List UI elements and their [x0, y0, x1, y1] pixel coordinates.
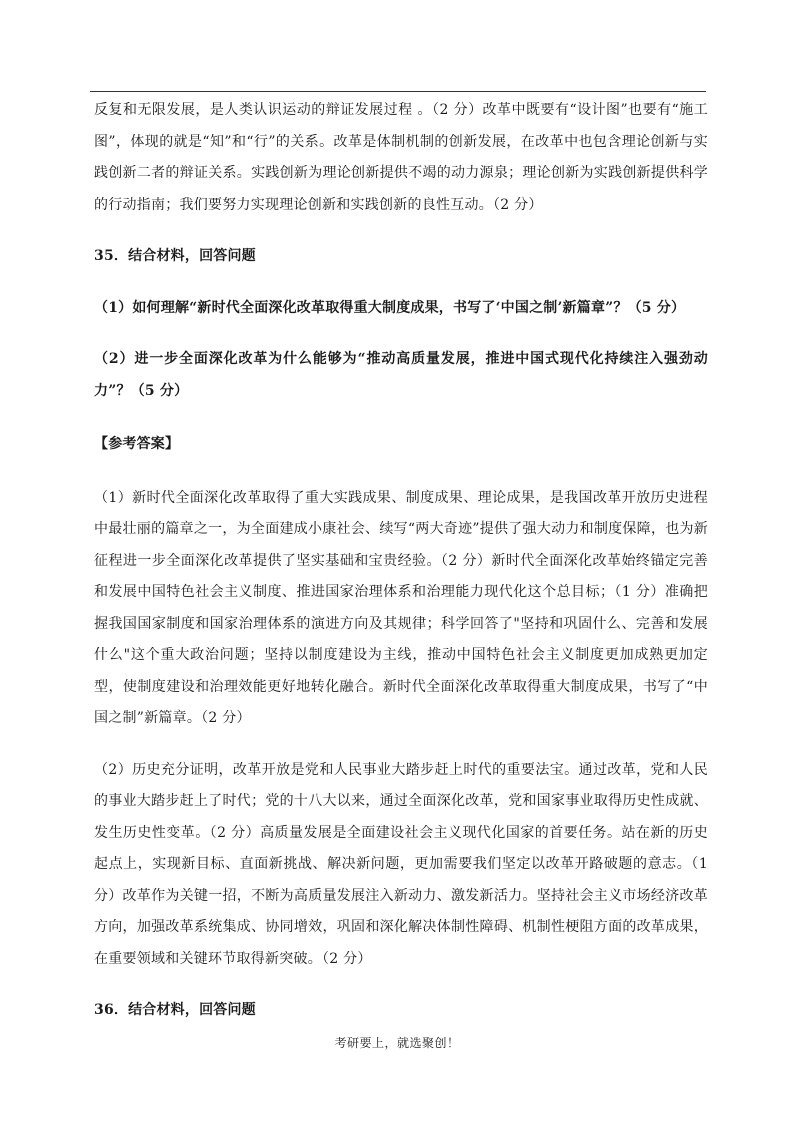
document-body: [94, 95, 708, 1027]
answer-heading: 【参考答案】: [94, 436, 180, 452]
question-35-part-1: （1）如何理解“新时代全面深化改革取得重大制度成果，书写了‘中国之制’新篇章”？（5 分）: [94, 299, 686, 316]
page-footer: 考研要上，就选聚创！: [334, 1036, 460, 1050]
intro-paragraph: 反复和无限发展，是人类认识运动的辩证发展过程 。（2 分）改革中既要有“设计图”也要有“施工图”，体现的就是“知”和“行”的关系。改革是体制机制的创新发展，在改革中也包含理论创新与实践创新二者的辩证关系。实践创新为理论创新提供不竭的动力源泉；理论创新为实践创新提供科学的行动指南；我们要努力实现理论创新和实践创新的良性互动。（2 分）: [94, 102, 708, 213]
question-35-part-2: （2）进一步全面深化改革为什么能够为“推动高质量发展，推进中国式现代化持续注入强劲动力”？（5 分）: [94, 351, 708, 399]
header-divider: [90, 91, 706, 92]
question-35-title: 35．结合材料，回答问题: [94, 248, 256, 264]
answer-part-1: （1）新时代全面深化改革取得了重大实践成果、制度成果、理论成果，是我国改革开放历史进程中最壮丽的篇章之一，为全面建成小康社会、续写“两大奇迹”提供了强大动力和制度保障，也为新征程进一步全面深化改革提供了坚实基础和宝贵经验。（2 分）新时代全面深化改革始终锚定完善和发展中国特色社会主义制度、推进国家治理体系和治理能力现代化这个总目标；（1 分）准确把握我国国家制度和国家治理体系的演进方向及其规律；科学回答了"坚持和巩固什么、完善和发展什么"这个重大政治问题；坚持以制度建设为主线，推动中国特色社会主义制度更加成熟更加定型，使制度建设和治理效能更好地转化融合。新时代全面深化改革取得重大制度成果，书写了“中国之制”新篇章。（2 分）: [94, 489, 708, 726]
question-36-title: 36．结合材料，回答问题: [94, 1002, 256, 1018]
answer-part-2: （2）历史充分证明，改革开放是党和人民事业大踏步赶上时代的重要法宝。通过改革，党和人民的事业大踏步赶上了时代；党的十八大以来，通过全面深化改革，党和国家事业取得历史性成就、发生历史性变革。（2 分）高质量发展是全面建设社会主义现代化国家的首要任务。站在新的历史起点上，实现新目标、直面新挑战、解决新问题，更加需要我们坚定以改革开路破题的意志。（1 分）改革作为关键一招，不断为高质量发展注入新动力、激发新活力。坚持社会主义市场经济改革方向，加强改革系统集成、协同增效，巩固和深化解决体制性障碍、机制性梗阻方面的改革成果，在重要领域和关键环节取得新突破。（2 分）: [94, 761, 708, 967]
